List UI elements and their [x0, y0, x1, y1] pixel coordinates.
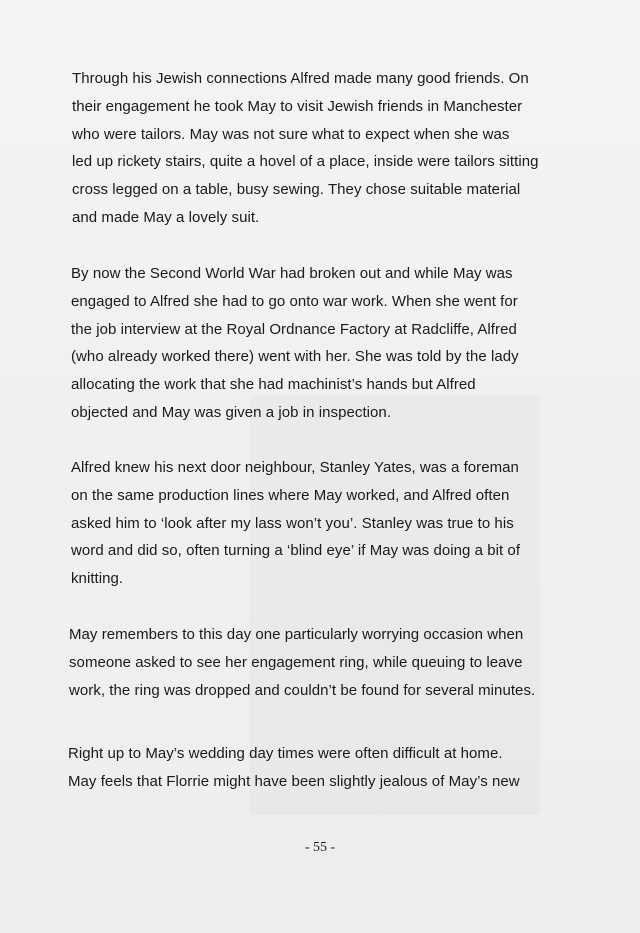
- text-line: someone asked to see her engagement ring, while queuing to leave: [69, 653, 523, 671]
- paragraph-war-work: [71, 260, 591, 427]
- text-line: led up rickety stairs, quite a hovel of a place, inside were tailors sitting: [72, 153, 539, 171]
- text-line: knitting.: [71, 570, 124, 588]
- text-line: on the same production lines where May worked, and Alfred often: [71, 486, 510, 504]
- text-line: who were tailors. May was not sure what to expect when she was: [72, 125, 510, 143]
- text-line: May remembers to this day one particularly worrying occasion when: [69, 626, 524, 643]
- text-line: objected and May was given a job in inspection.: [71, 403, 392, 421]
- text-line: asked him to ‘look after my lass won’t you’. Stanley was true to his: [71, 514, 514, 532]
- paragraph-engagement-tailors: [72, 65, 592, 232]
- text-line: (who already worked there) went with her. She was told by the lady: [71, 348, 519, 366]
- text-line: work, the ring was dropped and couldn’t be found for several minutes.: [69, 681, 536, 699]
- paragraph-engagement-ring: [69, 621, 589, 704]
- text-line: May feels that Florrie might have been slightly jealous of May’s new: [68, 772, 520, 790]
- text-line: Through his Jewish connections Alfred made many good friends. On: [72, 70, 529, 87]
- text-line: engaged to Alfred she had to go onto war work. When she went for: [71, 292, 518, 310]
- text-line: By now the Second World War had broken out and while May was: [71, 265, 513, 282]
- paragraph-wedding-day: [68, 740, 588, 796]
- text-line: the job interview at the Royal Ordnance Factory at Radcliffe, Alfred: [71, 320, 517, 338]
- text-line: Right up to May’s wedding day times were often difficult at home.: [68, 745, 503, 762]
- text-line: allocating the work that she had machinist’s hands but Alfred: [71, 376, 476, 394]
- text-line: Alfred knew his next door neighbour, Stanley Yates, was a foreman: [71, 459, 519, 476]
- text-line: their engagement he took May to visit Jewish friends in Manchester: [72, 97, 523, 115]
- paragraph-stanley-yates: [71, 454, 591, 593]
- text-line: word and did so, often turning a ‘blind eye’ if May was doing a bit of: [71, 542, 521, 560]
- text-line: cross legged on a table, busy sewing. They chose suitable material: [72, 181, 521, 199]
- page-number: - 55 -: [304, 840, 336, 855]
- text-line: and made May a lovely suit.: [72, 208, 260, 226]
